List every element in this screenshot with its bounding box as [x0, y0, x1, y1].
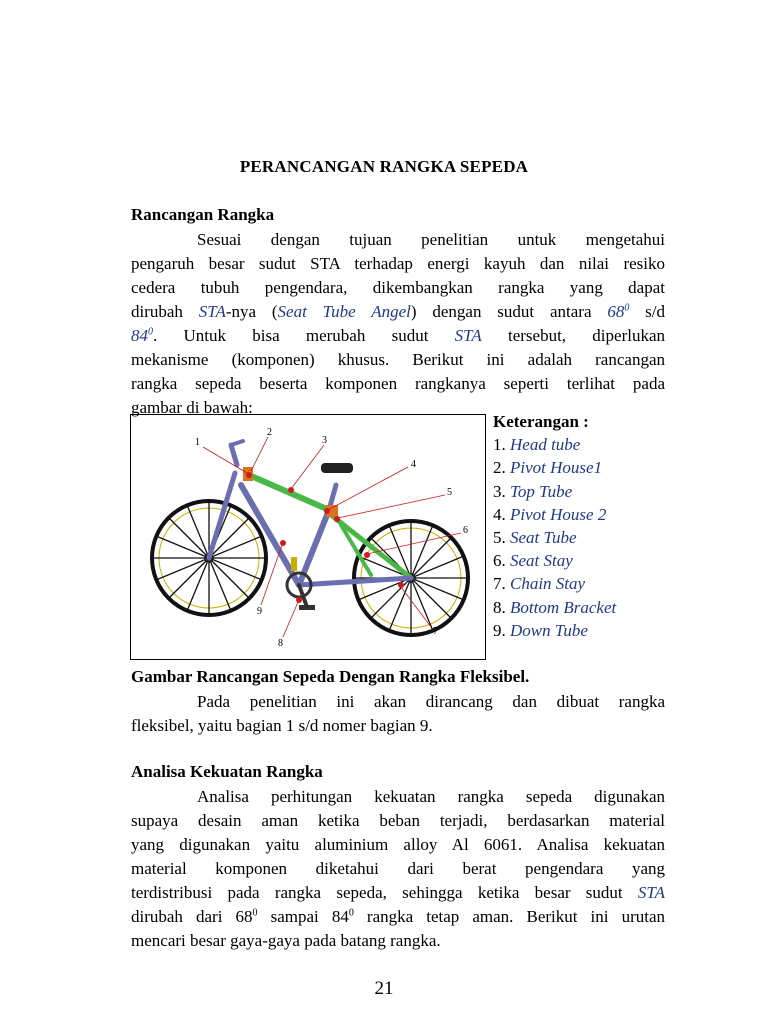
bicycle-drawing: [131, 415, 485, 659]
list-item: 4. Pivot House 2: [493, 504, 607, 524]
text-line: Pada penelitian ini akan dirancang dan dibuat rangka: [197, 692, 665, 711]
keterangan-title: Keterangan :: [493, 412, 589, 431]
page-number: 21: [374, 978, 394, 999]
text-line: Sesuai dengan tujuan penelitian untuk mengetahui: [197, 230, 665, 249]
paragraph-rancangan: [131, 228, 665, 420]
list-item: 7. Chain Stay: [493, 574, 586, 594]
section-heading-rancangan: Rancangan Rangka: [131, 205, 275, 224]
text-line: material komponen diketahui dari berat pengendara yang: [131, 859, 665, 878]
page-title: PERANCANGAN RANGKA SEPEDA: [239, 157, 529, 176]
sta-full-term: Seat Tube Angel: [277, 302, 411, 321]
part-label: 2: [267, 427, 272, 438]
part-label: 3: [322, 435, 327, 446]
list-item: 6. Seat Stay: [493, 551, 573, 571]
part-label: 5: [447, 487, 452, 498]
list-item: 1. Head tube: [493, 435, 581, 455]
text-line: terdistribusi pada rangka sepeda, sehingga ketika besar sudut STA: [131, 883, 665, 902]
text-line: mekanisme (komponen) khusus. Berikut ini adalah rancangan: [131, 350, 665, 369]
part-label: 1: [195, 437, 200, 448]
text-line: fleksibel, yaitu bagian 1 s/d nomer bagian 9.: [131, 716, 433, 735]
frame: [209, 441, 411, 610]
figure-caption: Gambar Rancangan Sepeda Dengan Rangka Fleksibel.: [131, 667, 530, 686]
text-line: rangka sepeda beserta komponen rangkanya seperti terlihat pada: [131, 374, 665, 393]
text-line: $84^0$. Untuk bisa merubah sudut STA tersebut, diperlukan: [131, 326, 665, 345]
text-line: mencari besar gaya-gaya pada batang rangka.: [131, 931, 441, 950]
text-line: dirubah dari $68^0$ sampai $84^0$ rangka tetap aman. Berikut ini urutan: [131, 907, 665, 926]
list-item: 9. Down Tube: [493, 620, 588, 640]
text-line: supaya desain aman ketika beban terjadi, berdasarkan material: [131, 811, 665, 830]
text-line: cedera tubuh pengendara, dikembangkan rangka yang dapat: [131, 278, 665, 297]
part-label: 8: [278, 638, 283, 649]
list-item: 8. Bottom Bracket: [493, 597, 617, 617]
text-line: gambar di bawah:: [131, 398, 253, 417]
paragraph-penelitian: [131, 690, 665, 738]
angle-68: $68^0$: [607, 302, 630, 321]
paragraph-analisa: [131, 785, 665, 953]
text-line: Analisa perhitungan kekuatan rangka sepeda digunakan: [197, 787, 665, 806]
part-label: 9: [257, 606, 262, 617]
part-label: 7: [433, 626, 438, 637]
bicycle-figure: [130, 414, 486, 660]
text-line: yang digunakan yaitu aluminium alloy Al 6061. Analisa kekuatan: [131, 835, 665, 854]
part-label: 4: [411, 459, 416, 470]
text-line: pengaruh besar sudut STA terhadap energi kayuh dan nilai resiko: [131, 254, 665, 273]
text-line: dirubah STA-nya (Seat Tube Angel) dengan sudut antara $68^0$ s/d: [131, 302, 665, 321]
sta-term: STA: [454, 326, 482, 345]
section-heading-analisa: Analisa Kekuatan Rangka: [131, 762, 323, 781]
list-item: 2. Pivot House1: [493, 458, 603, 478]
angle-84: $84^0$: [131, 326, 153, 345]
part-label: 6: [463, 525, 468, 536]
list-item: 3. Top Tube: [493, 481, 573, 501]
sta-term: STA: [198, 302, 226, 321]
keterangan-list: [493, 410, 616, 642]
list-item: 5. Seat Tube: [493, 528, 577, 548]
sta-term: STA: [637, 883, 665, 902]
